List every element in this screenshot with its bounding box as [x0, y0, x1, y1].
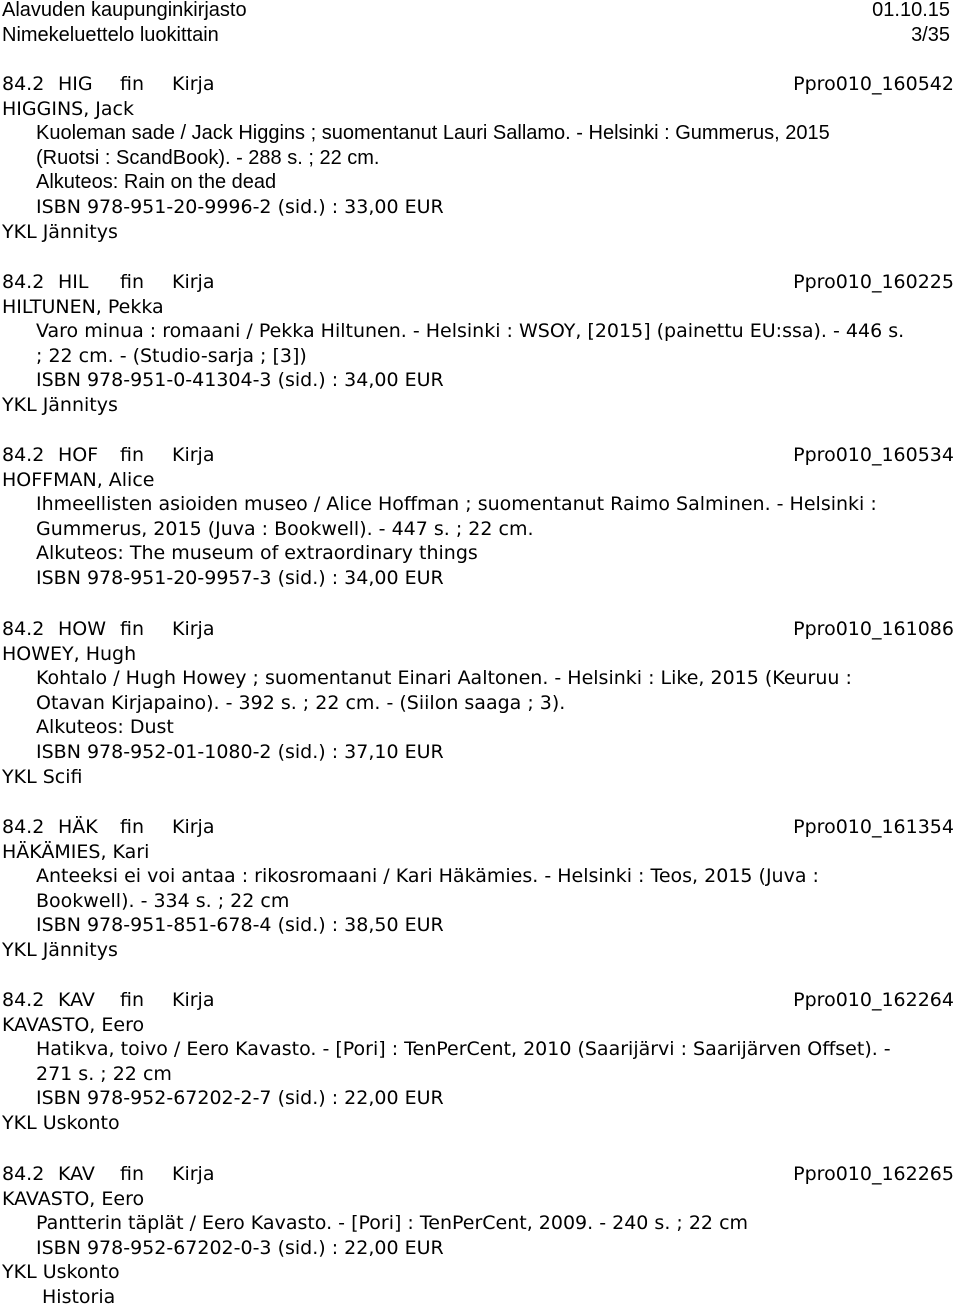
classification [2, 270, 214, 295]
bibliographic-line: Hatikva, toivo / Eero Kavasto. - [Pori] : TenPerCent, 2010 (Saarijärvi : Saarijärven Offset). - [36, 1038, 891, 1061]
ykl-genre: YKL Jännitys [2, 393, 118, 416]
bibliographic-line: Kohtalo / Hugh Howey ; suomentanut Einari Aaltonen. - Helsinki : Like, 2015 (Keuruu : [36, 667, 852, 690]
classification [2, 443, 214, 468]
bibliographic-line: (Ruotsi : ScandBook). - 288 s. ; 22 cm. [36, 146, 380, 169]
author-name: KAVASTO, Eero [2, 1013, 145, 1036]
ykl-genre: YKL Jännitys [2, 220, 118, 243]
class-code: KAV [58, 1163, 95, 1185]
catalog-entry [0, 815, 960, 963]
bibliographic-line: Anteeksi ei voi antaa : rikosromaani / Kari Häkämies. - Helsinki : Teos, 2015 (Juva : [36, 865, 819, 888]
language-code: fin [120, 618, 145, 640]
material-type: Kirja [172, 816, 215, 838]
author-name: HILTUNEN, Pekka [2, 295, 164, 318]
ykl-genre: YKL Jännitys [2, 938, 118, 961]
ykl-genre: YKL Uskonto [2, 1261, 120, 1284]
bibliographic-line: Kuoleman sade / Jack Higgins ; suomentanut Lauri Sallamo. - Helsinki : Gummerus, 2015 [36, 122, 830, 145]
entry-class-row [0, 270, 960, 295]
bibliographic-line: Bookwell). - 334 s. ; 22 cm [36, 889, 290, 912]
language-code: fin [120, 444, 145, 466]
class-number: 84.2 [2, 816, 45, 838]
catalog-entry [0, 72, 960, 244]
bibliographic-line: ; 22 cm. - (Studio-sarja ; [3]) [36, 344, 307, 367]
library-name: Alavuden kaupunginkirjasto [2, 0, 247, 21]
record-id: Ppro010_160225 [793, 271, 954, 293]
language-code: fin [120, 271, 145, 293]
ykl-genre: YKL Scifi [2, 765, 83, 788]
entry-class-row [0, 443, 960, 468]
material-type: Kirja [172, 989, 215, 1011]
bibliographic-line: ISBN 978-951-0-41304-3 (sid.) : 34,00 EUR [36, 369, 444, 392]
language-code: fin [120, 1163, 145, 1185]
author-name: HOFFMAN, Alice [2, 468, 155, 491]
bibliographic-line: Varo minua : romaani / Pekka Hiltunen. - Helsinki : WSOY, [2015] (painettu EU:ssa). - 446 s. [36, 320, 905, 343]
bibliographic-line: Alkuteos: The museum of extraordinary things [36, 542, 478, 565]
class-code: HOF [58, 444, 99, 466]
classification [2, 988, 214, 1013]
class-code: KAV [58, 989, 95, 1011]
header-row-2 [2, 23, 950, 48]
entry-class-row [0, 72, 960, 97]
print-date: 01.10.15 [872, 0, 950, 21]
class-number: 84.2 [2, 1163, 45, 1185]
record-id: Ppro010_162264 [793, 989, 954, 1011]
class-code: HIG [58, 73, 93, 95]
classification [2, 1162, 214, 1187]
record-id: Ppro010_161086 [793, 618, 954, 640]
language-code: fin [120, 73, 145, 95]
subject-term: Historia [42, 1285, 116, 1308]
author-name: HIGGINS, Jack [2, 97, 134, 120]
material-type: Kirja [172, 618, 215, 640]
material-type: Kirja [172, 271, 215, 293]
class-code: HÄK [58, 816, 98, 838]
catalog-entry [0, 617, 960, 789]
material-type: Kirja [172, 1163, 215, 1185]
bibliographic-line: ISBN 978-951-20-9957-3 (sid.) : 34,00 EUR [36, 566, 444, 589]
class-number: 84.2 [2, 618, 45, 640]
bibliographic-line: Otavan Kirjapaino). - 392 s. ; 22 cm. - (Siilon saaga ; 3). [36, 691, 566, 714]
entry-class-row [0, 815, 960, 840]
material-type: Kirja [172, 444, 215, 466]
record-id: Ppro010_160534 [793, 444, 954, 466]
catalog-entry [0, 1162, 960, 1310]
record-id: Ppro010_161354 [793, 816, 954, 838]
class-code: HIL [58, 271, 89, 293]
class-number: 84.2 [2, 444, 45, 466]
bibliographic-line: ISBN 978-952-67202-0-3 (sid.) : 22,00 EUR [36, 1236, 444, 1259]
author-name: HOWEY, Hugh [2, 642, 137, 665]
class-number: 84.2 [2, 989, 45, 1011]
ykl-genre: YKL Uskonto [2, 1111, 120, 1134]
catalog-entry [0, 443, 960, 591]
class-number: 84.2 [2, 271, 45, 293]
list-title: Nimekeluettelo luokittain [2, 24, 219, 46]
language-code: fin [120, 989, 145, 1011]
material-type: Kirja [172, 73, 215, 95]
record-id: Ppro010_162265 [793, 1163, 954, 1185]
author-name: KAVASTO, Eero [2, 1187, 145, 1210]
bibliographic-line: Ihmeellisten asioiden museo / Alice Hoffman ; suomentanut Raimo Salminen. - Helsinki : [36, 493, 877, 516]
class-code: HOW [58, 618, 107, 640]
bibliographic-line: Pantterin täplät / Eero Kavasto. - [Pori] : TenPerCent, 2009. - 240 s. ; 22 cm [36, 1212, 749, 1235]
bibliographic-line: 271 s. ; 22 cm [36, 1062, 172, 1085]
author-name: HÄKÄMIES, Kari [2, 840, 150, 863]
page-number: 3/35 [911, 24, 950, 46]
entry-class-row [0, 1162, 960, 1187]
classification [2, 815, 214, 840]
classification [2, 617, 214, 642]
entry-class-row [0, 988, 960, 1013]
classification [2, 72, 214, 97]
catalog-entry [0, 270, 960, 418]
bibliographic-line: ISBN 978-952-01-1080-2 (sid.) : 37,10 EUR [36, 740, 444, 763]
bibliographic-line: Alkuteos: Dust [36, 716, 174, 739]
catalog-entry [0, 988, 960, 1136]
language-code: fin [120, 816, 145, 838]
bibliographic-line: ISBN 978-951-851-678-4 (sid.) : 38,50 EUR [36, 914, 444, 937]
header-row-1 [2, 0, 950, 23]
entry-class-row [0, 617, 960, 642]
class-number: 84.2 [2, 73, 45, 95]
bibliographic-line: Alkuteos: Rain on the dead [36, 171, 277, 194]
bibliographic-line: ISBN 978-951-20-9996-2 (sid.) : 33,00 EUR [36, 195, 444, 218]
bibliographic-line: Gummerus, 2015 (Juva : Bookwell). - 447 s. ; 22 cm. [36, 517, 534, 540]
record-id: Ppro010_160542 [793, 73, 954, 95]
bibliographic-line: ISBN 978-952-67202-2-7 (sid.) : 22,00 EUR [36, 1087, 444, 1110]
